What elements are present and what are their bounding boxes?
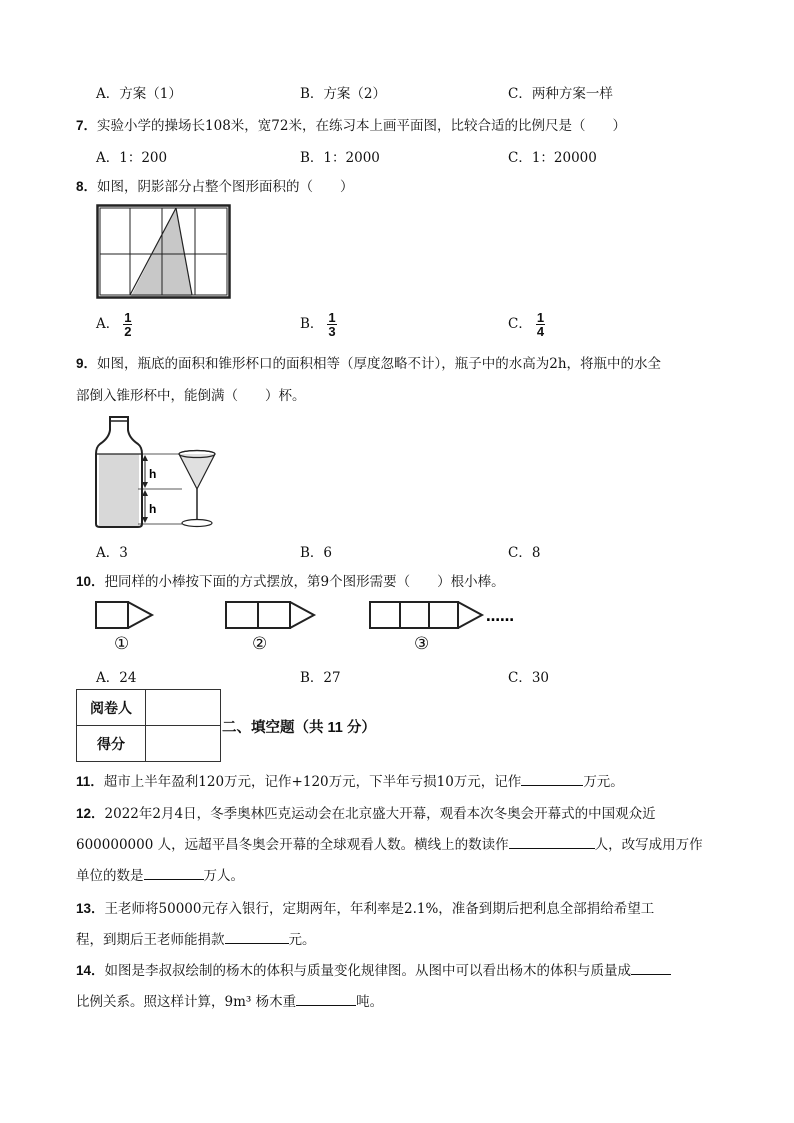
q10-label-3: ③ [414, 634, 430, 654]
q14-question-line1: 14．如图是李叔叔绘制的杨木的体积与质量变化规律图。从图中可以看出杨木的体积与质量成 [76, 959, 671, 979]
q14-number: 14． [76, 963, 105, 978]
q14-question-line2: 比例关系。照这样计算，9m³ 杨木重 吨。 [76, 990, 383, 1010]
q14-relation-blank[interactable] [631, 960, 671, 975]
q12-rewrite-blank[interactable] [144, 865, 204, 880]
q7-text: 实验小学的操场长108米，宽72米，在练习本上画平面图，比较合适的比例尺是（ ） [97, 118, 626, 134]
q9-water [99, 454, 139, 526]
q13-answer-blank[interactable] [225, 929, 289, 944]
q11-answer-blank[interactable] [521, 771, 583, 786]
q10-number: 10． [76, 574, 105, 589]
q13-question-line1: 13．王老师将50000元存入银行，定期两年，年利率是2.1%，准备到期后把利息全部捐给希望工 [76, 901, 655, 917]
section-title-fill-in: 二、填空题（共 11 分） [222, 720, 376, 736]
q9-question-line2: 部倒入锥形杯中，能倒满（ ）杯。 [76, 388, 306, 404]
q7-option-a: A．1：200 [96, 150, 168, 166]
q8-grid-figure [96, 204, 232, 300]
q13-number: 13． [76, 901, 105, 916]
q8-number: 8． [76, 179, 98, 194]
q10-option-a: A．24 [96, 670, 137, 686]
q9-cone-cup [179, 454, 215, 489]
q9-option-c: C．8 [508, 545, 541, 561]
q7-option-b: B．1：2000 [300, 150, 380, 166]
grader-label: 阅卷人 [77, 690, 146, 726]
q7-number: 7． [76, 118, 98, 133]
q9-label-h-lower: h [149, 502, 157, 516]
q7-option-c: C．1：20000 [508, 150, 597, 166]
q9-option-a: A．3 [96, 545, 128, 561]
q9-bottle-cup-figure [92, 414, 222, 532]
score-label: 得分 [77, 726, 146, 762]
q11-number: 11． [76, 774, 104, 789]
q6-option-a: A．方案（1） [96, 86, 182, 102]
q8-question [76, 175, 354, 195]
q14-weight-blank[interactable] [296, 991, 356, 1006]
q10-sticks-figure [90, 598, 540, 658]
q12-question-line2: 600000000 人，远超平昌冬奥会开幕的全球观看人数。横线上的数读作 人，改写成用万作 [76, 833, 703, 853]
q9-question-line1: 9．如图，瓶底的面积和锥形杯口的面积相等（厚度忽略不计），瓶子中的水高为2h，将瓶中的水全 [76, 356, 662, 372]
q8-option-a: A． $\frac{1}{2}$ [96, 310, 132, 339]
q12-number: 12． [76, 806, 105, 821]
q12-question-line3: 单位的数是 万人。 [76, 864, 244, 884]
q6-option-b: B．方案（2） [300, 86, 387, 102]
q10-label-1: ① [114, 634, 130, 654]
q10-option-c: C．30 [508, 670, 550, 686]
q7-question [76, 114, 626, 134]
q12-question-line1: 12．2022年2月4日，冬季奥林匹克运动会在北京盛大开幕，观看本次冬奥会开幕式的中国观众近 [76, 806, 656, 822]
q9-number: 9． [76, 356, 98, 371]
q10-text: 把同样的小棒按下面的方式摆放，第9个图形需要（ ）根小棒。 [104, 574, 505, 590]
q6-option-c: C．两种方案一样 [508, 86, 613, 102]
q8-option-c: C． $\frac{1}{4}$ [508, 310, 545, 339]
q13-question-line2: 程，到期后王老师能捐款 元。 [76, 928, 316, 948]
grader-table [76, 689, 221, 762]
grader-cell[interactable] [146, 690, 221, 726]
q12-read-blank[interactable] [509, 834, 595, 849]
q11-question: 11．超市上半年盈利120万元，记作+120万元，下半年亏损10万元，记作 万元。 [76, 770, 624, 790]
score-cell[interactable] [146, 726, 221, 762]
q10-label-2: ② [252, 634, 268, 654]
q8-option-b: B． $\frac{1}{3}$ [300, 310, 336, 339]
q8-text: 如图，阴影部分占整个图形面积的（ ） [97, 179, 354, 195]
q9-label-h-upper: h [149, 467, 157, 481]
q10-question [76, 570, 505, 590]
q10-option-b: B．27 [300, 670, 341, 686]
q8-shaded-triangle [130, 208, 192, 298]
q10-ellipsis: …… [486, 609, 514, 625]
q9-option-b: B．6 [300, 545, 333, 561]
